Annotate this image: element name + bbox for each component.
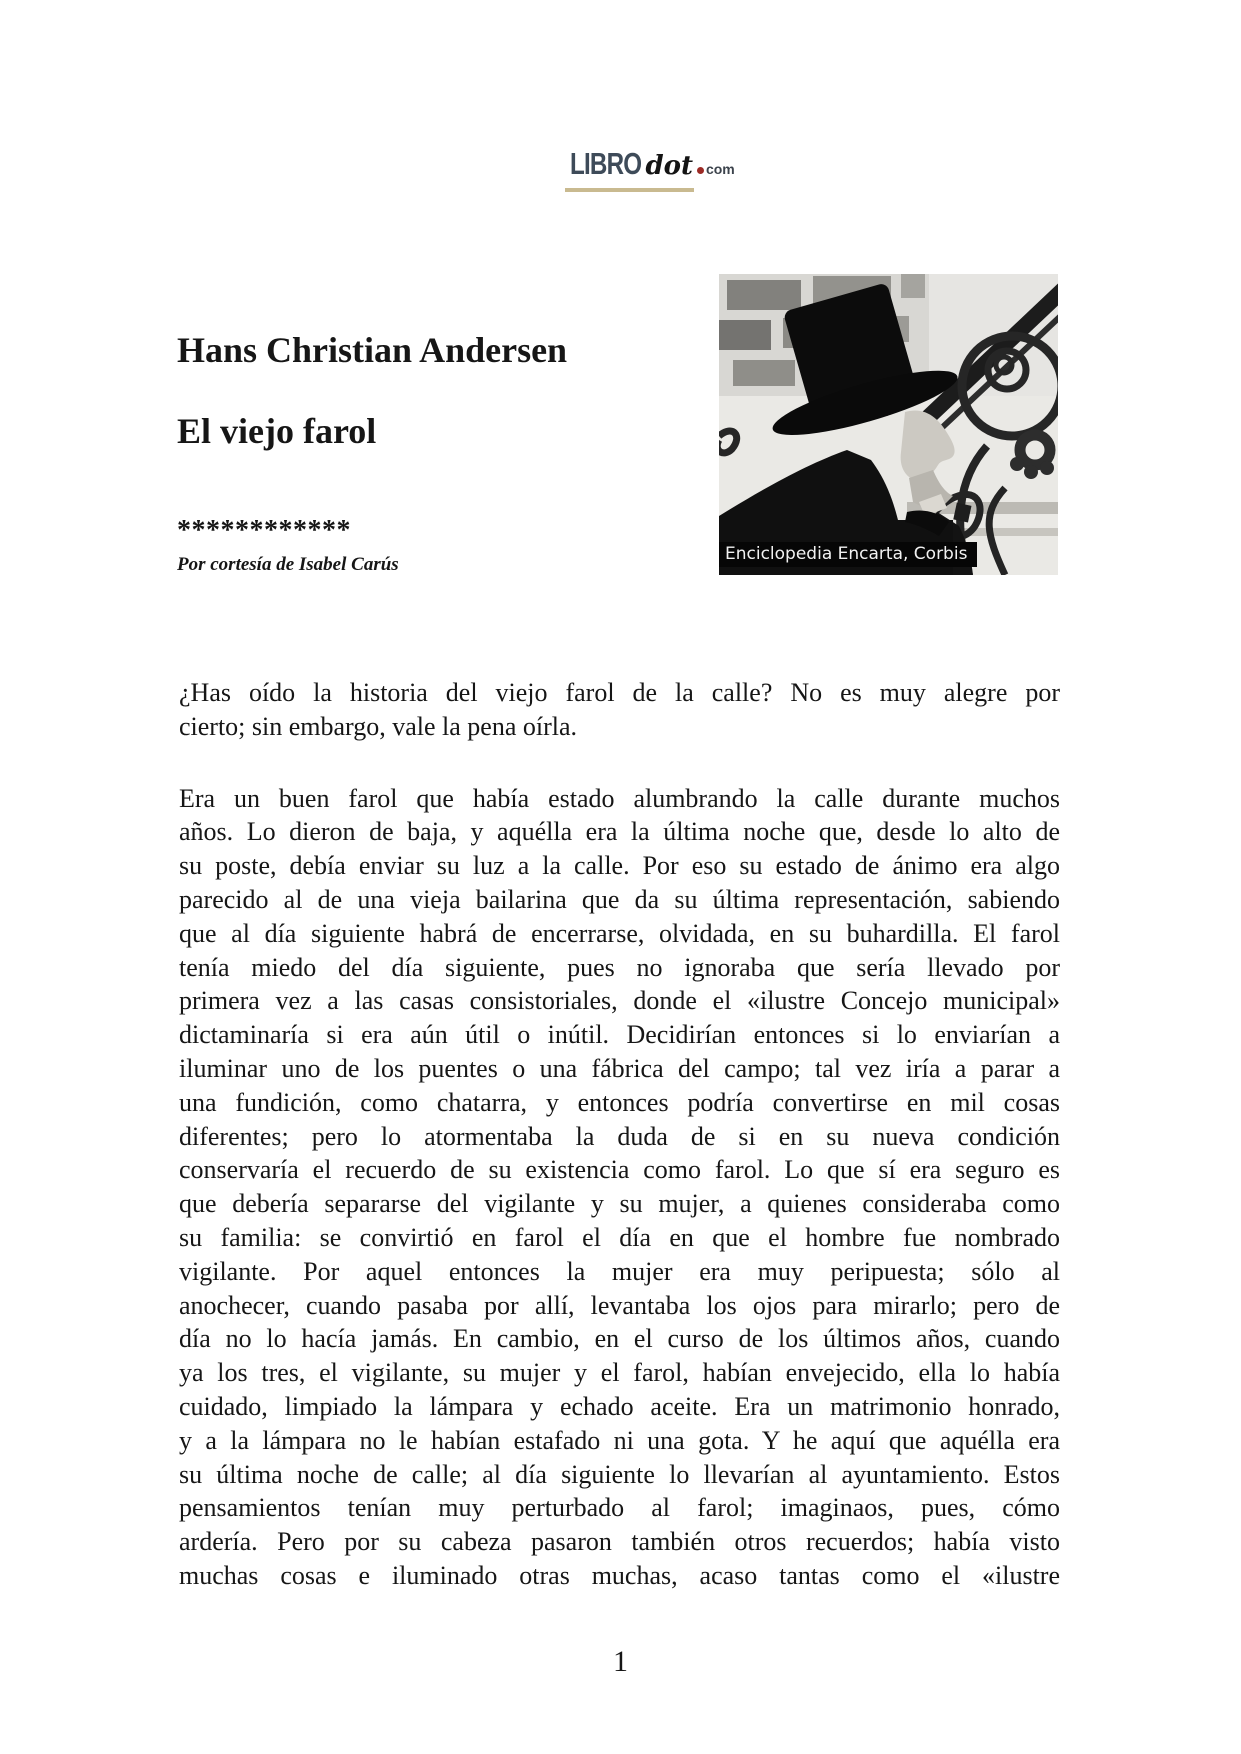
text-line: pensamientos tenían muy perturbado al farol; imaginaos, pues, cómo bbox=[179, 1493, 1060, 1523]
story-paragraph-1 bbox=[179, 676, 1060, 744]
text-line: primera vez a las casas consistoriales, donde el «ilustre Concejo municipal» bbox=[179, 986, 1060, 1016]
text-line: una fundición, como chatarra, y entonces podría convertirse en mil cosas bbox=[179, 1087, 1060, 1117]
text-line: diferentes; pero lo atormentaba la duda de si en su nueva condición bbox=[179, 1121, 1060, 1151]
text-line: su familia: se convirtió en farol el día en que el hombre fue nombrado bbox=[179, 1222, 1060, 1252]
logo-word: LIBRO bbox=[570, 146, 642, 181]
text-line: vigilante. Por aquel entonces la mujer era muy peripuesta; sólo al bbox=[179, 1256, 1060, 1286]
text-line: cierto; sin embargo, vale la pena oírla. bbox=[179, 711, 578, 741]
paragraph-gap bbox=[179, 744, 1060, 782]
author-name: Hans Christian Andersen bbox=[177, 330, 568, 370]
story-paragraph-2 bbox=[179, 782, 1060, 1593]
text-line: dictaminaría si era aún útil o inútil. Decidirían entonces si lo enviarían a bbox=[179, 1020, 1060, 1050]
text-line: conservaría el recuerdo de su existencia como farol. Lo que sí era seguro es bbox=[179, 1155, 1060, 1185]
logo-script-text: dot bbox=[645, 151, 693, 181]
logo-underline bbox=[565, 188, 694, 192]
text-line: cuidado, limpiado la lámpara y echado aceite. Era un matrimonio honrado, bbox=[179, 1391, 1060, 1421]
text-line: ¿Has oído la historia del viejo farol de la calle? No es muy alegre por bbox=[179, 678, 1060, 707]
text-line: y a la lámpara no le habían estafado ni una gota. Y he aquí que aquélla era bbox=[179, 1425, 1060, 1455]
book-title: El viejo farol bbox=[177, 411, 377, 451]
text-line: que al día siguiente habrá de encerrarse, olvidada, en su buhardilla. El farol bbox=[179, 918, 1060, 948]
logo-tld: com bbox=[705, 161, 735, 177]
separator-stars: ************ bbox=[177, 515, 351, 546]
photo-caption: Enciclopedia Encarta, Corbis bbox=[719, 542, 977, 567]
text-line: que debería separarse del vigilante y su mujer, a quienes consideraba como bbox=[179, 1189, 1060, 1219]
text-line: su última noche de calle; al día siguiente lo llevarían al ayuntamiento. Estos bbox=[179, 1459, 1060, 1489]
librodot-logo bbox=[570, 148, 735, 179]
text-line: su poste, debía enviar su luz a la calle. Por eso su estado de ánimo era algo bbox=[179, 851, 1060, 881]
text-line: parecido al de una vieja bailarina que da su última representación, sabiendo bbox=[179, 884, 1060, 914]
text-line: ardería. Pero por su cabeza pasaron también otros recuerdos; había visto bbox=[179, 1527, 1060, 1557]
text-line: anochecer, cuando pasaba por allí, levantaba los ojos para mirarlo; pero de bbox=[179, 1290, 1060, 1320]
text-line: muchas cosas e iluminado otras muchas, acaso tantas como el «ilustre bbox=[179, 1560, 1060, 1590]
logo-red-dot-icon bbox=[697, 167, 704, 174]
text-line: día no lo hacía jamás. En cambio, en el curso de los últimos años, cuando bbox=[179, 1324, 1060, 1354]
courtesy-note: Por cortesía de Isabel Carús bbox=[177, 554, 399, 575]
text-line: Era un buen farol que había estado alumbrando la calle durante muchos bbox=[179, 783, 1060, 813]
text-line: años. Lo dieron de baja, y aquélla era la última noche que, desde lo alto de bbox=[179, 817, 1060, 847]
andersen-photo bbox=[719, 274, 1058, 575]
text-line: iluminar uno de los puentes o una fábrica del campo; tal vez iría a parar a bbox=[179, 1053, 1060, 1083]
story-text bbox=[179, 676, 1060, 1593]
page-number: 1 bbox=[613, 1645, 628, 1678]
text-line: tenía miedo del día siguiente, pues no ignoraba que sería llevado por bbox=[179, 952, 1060, 982]
andersen-photo-illustration bbox=[719, 274, 1058, 575]
text-line: ya los tres, el vigilante, su mujer y el farol, habían envejecido, ella lo había bbox=[179, 1358, 1060, 1388]
